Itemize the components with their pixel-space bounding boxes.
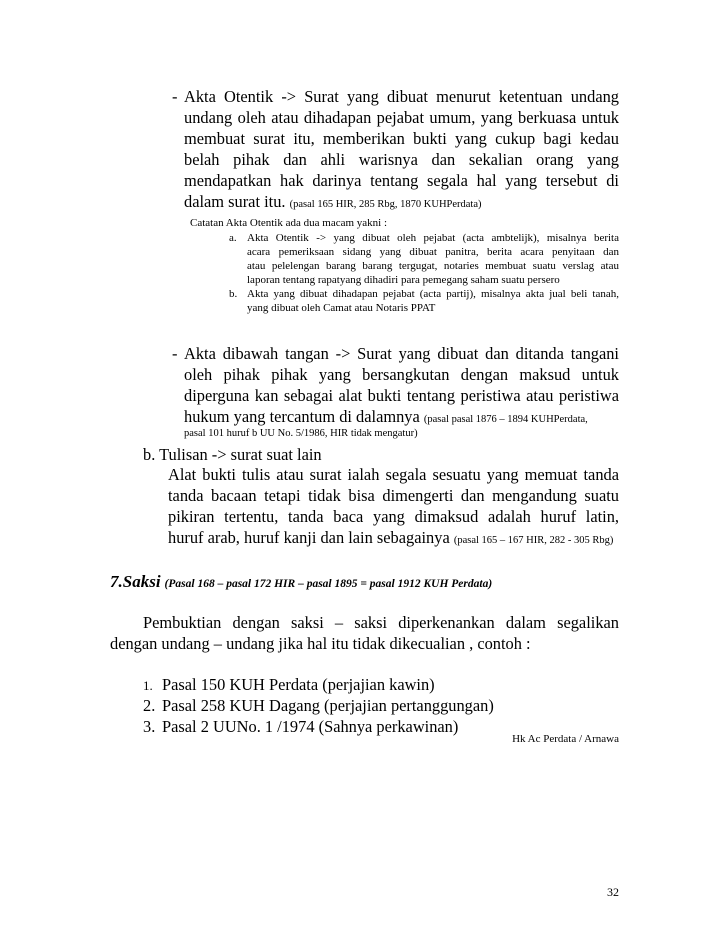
saksi-title-reference: (Pasal 168 – pasal 172 HIR – pasal 1895 = pasal 1912 KUH Perdata) [164,578,493,590]
footer-label: Hk Ac Perdata / Arnawa [512,733,619,745]
catatan-item-a-line-3: atau pelelengan barang barang tergugat, notaries membuat suatu verslag atau [247,260,619,272]
tulisan-line-3: pikiran tertentu, tanda baca yang dimaksud adalah huruf latin, [168,507,619,526]
tulisan-line-1: Alat bukti tulis atau surat ialah segala sesuatu yang memuat tanda [168,465,619,484]
akta-bawah-tangan-line-4-text: hukum yang tercantum di dalamnya [184,407,420,426]
tulisan-line-2: tanda bacaan tetapi tidak bisa dimengerti dan mengandung suatu [168,486,619,505]
saksi-list-number-2: 2. [143,696,156,715]
catatan-item-b-line-1: Akta yang dibuat dihadapan pejabat (acta partij), misalnya akta jual beli tanah, [247,288,619,300]
akta-bawah-tangan-line-1: Akta dibawah tangan -> Surat yang dibuat dan ditanda tangani [184,344,619,363]
saksi-paragraph-line-1: Pembuktian dengan saksi – saksi diperkenankan dalam segalikan [143,613,619,632]
tulisan-line-4 [168,527,613,551]
akta-otentik-line-3: membuat surat itu, memberikan bukti yang cukup bagi kedau [184,129,619,148]
akta-otentik-line-4: belah pihak dan ahli warisnya dan sekalian orang yang [184,150,619,169]
catatan-item-b-marker: b. [229,288,238,300]
saksi-list-item-1: Pasal 150 KUH Perdata (perjajian kawin) [162,675,435,694]
saksi-list-item-3: Pasal 2 UUNo. 1 /1974 (Sahnya perkawinan) [162,717,459,736]
saksi-list-number-3: 3. [143,717,156,736]
saksi-list-number-1: 1. [143,678,153,693]
akta-otentik-line-1: Akta Otentik -> Surat yang dibuat menurut ketentuan undang [184,87,619,106]
catatan-item-a-line-2: acara pemeriksaan sidang yang dibuat panitra, berita acara penyitaan dan [247,246,619,258]
catatan-item-a-line-4: laporan tentang rapatyang dihadiri para pemegang saham suatu persero [247,274,560,286]
akta-bawah-tangan-bullet: - [172,344,178,363]
akta-bawah-tangan-reference: (pasal pasal 1876 – 1894 KUHPerdata, [423,414,588,425]
akta-otentik-line-6-text: dalam surat itu. [184,192,286,211]
catatan-item-a-marker: a. [229,232,237,244]
tulisan-heading: b. Tulisan -> surat suat lain [143,445,322,464]
akta-otentik-bullet: - [172,87,178,106]
saksi-title: 7.Saksi [110,572,161,591]
saksi-paragraph-line-2: dengan undang – undang jika hal itu tidak dikecualian , contoh : [110,634,531,653]
akta-otentik-reference: (pasal 165 HIR, 285 Rbg, 1870 KUHPerdata) [289,199,482,210]
page-number: 32 [607,885,619,899]
tulisan-reference: (pasal 165 – 167 HIR, 282 - 305 Rbg) [453,535,614,546]
akta-bawah-tangan-line-3: diperguna kan sebagai alat bukti tentang peristiwa atau peristiwa [184,386,619,405]
akta-otentik-line-5: mendapatkan hak darinya tentang segala hal yang tersebut di [184,171,619,190]
tulisan-line-4-text: huruf arab, huruf kanji dan lain sebagainya [168,528,450,547]
catatan-intro: Catatan Akta Otentik ada dua macam yakni : [190,217,388,229]
akta-bawah-tangan-line-2: oleh pihak pihak yang bersangkutan dengan maksud untuk [184,365,619,384]
akta-bawah-tangan-line-4 [184,406,619,430]
akta-bawah-tangan-reference-2: pasal 101 huruf b UU No. 5/1986, HIR tidak mengatur) [184,428,418,439]
saksi-list-item-2: Pasal 258 KUH Dagang (perjajian pertanggungan) [162,696,494,715]
akta-otentik-line-2: undang oleh atau dihadapan pejabat umum, yang berkuasa untuk [184,108,619,127]
saksi-heading [110,572,492,592]
catatan-item-b-line-2: yang dibuat oleh Camat atau Notaris PPAT [247,302,436,314]
catatan-item-a-line-1: Akta Otentik -> yang dibuat oleh pejabat (acta ambtelijk), misalnya berita [247,232,619,244]
akta-otentik-line-6 [184,191,482,215]
